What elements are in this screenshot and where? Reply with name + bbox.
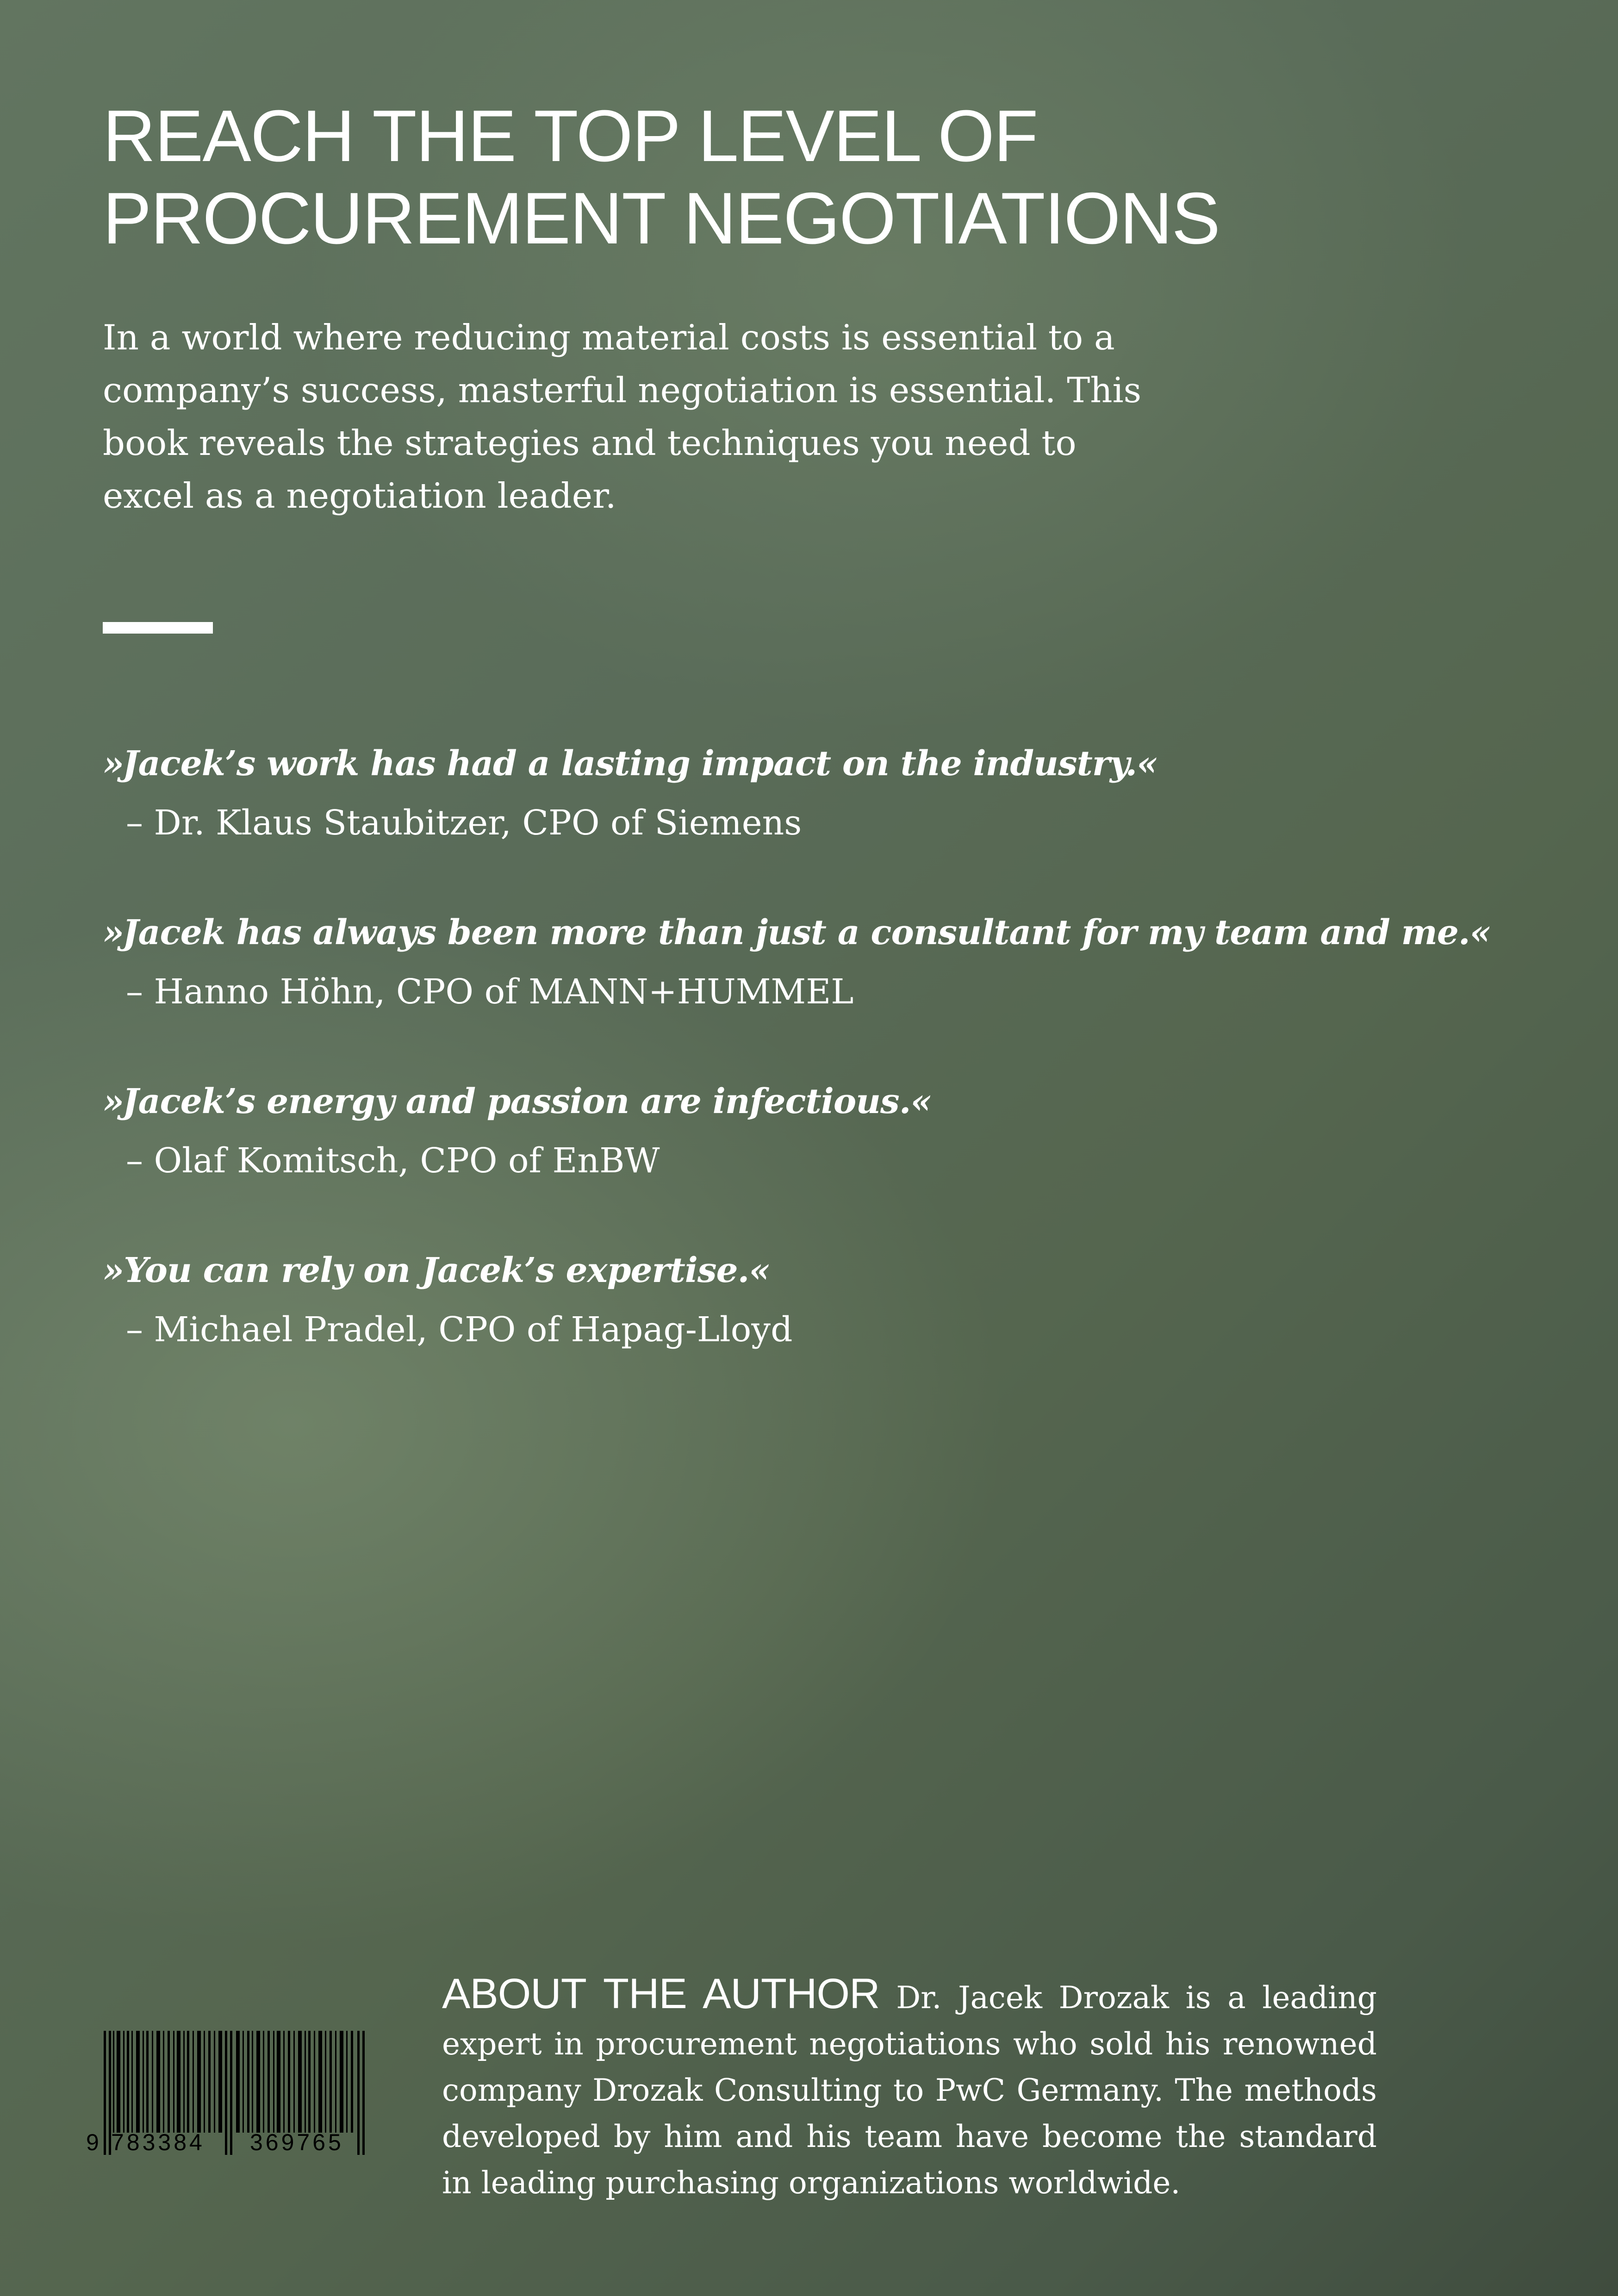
testimonial-quote: »Jacek’s work has had a lasting impact on the industry.«	[103, 744, 1158, 784]
barcode-bar	[346, 2031, 348, 2133]
intro-paragraph	[103, 311, 1204, 522]
intro-line-1: In a world where reducing material costs is essential to a	[103, 317, 1115, 358]
headline	[103, 95, 1514, 260]
barcode-bar	[183, 2031, 185, 2133]
testimonial-quote: »Jacek has always been more than just a consultant for my team and me.«	[103, 913, 1491, 952]
barcode-bar	[351, 2031, 353, 2133]
barcode-bar	[273, 2031, 274, 2133]
barcode-bar	[208, 2031, 211, 2133]
barcode-bar	[288, 2031, 290, 2133]
barcode-bar	[156, 2031, 160, 2133]
intro-line-4: excel as a negotiation leader.	[103, 475, 616, 516]
barcode-bar	[340, 2031, 343, 2133]
testimonial-attribution: – Hanno Höhn, CPO of MANN+HUMMEL	[126, 972, 854, 1012]
barcode-bar	[168, 2031, 170, 2133]
testimonial-quote: »You can rely on Jacek’s expertise.«	[103, 1251, 770, 1290]
about-author-label: ABOUT THE AUTHOR	[442, 1970, 880, 2017]
barcode-bar	[318, 2031, 322, 2133]
barcode-bar	[143, 2031, 144, 2133]
intro-line-2: company’s success, masterful negotiation is essential. This	[103, 370, 1142, 411]
barcode-bar	[293, 2031, 295, 2133]
barcode-bar	[330, 2031, 332, 2133]
barcode-bar	[247, 2031, 249, 2133]
barcode-bar	[277, 2031, 280, 2133]
barcode-bar	[104, 2031, 106, 2155]
barcode-bar	[305, 2031, 306, 2133]
testimonial-mann-hummel	[103, 909, 1537, 1015]
barcode-bar	[113, 2031, 114, 2133]
headline-line-1: REACH THE TOP LEVEL OF	[103, 95, 1038, 177]
testimonial-siemens	[103, 740, 1537, 846]
testimonial-enbw	[103, 1078, 1537, 1184]
barcode-bar	[204, 2031, 205, 2133]
testimonial-attribution: – Michael Pradel, CPO of Hapag-Lloyd	[126, 1310, 793, 1350]
barcode-bar	[263, 2031, 264, 2133]
barcode-bar	[243, 2031, 244, 2133]
barcode-bar	[308, 2031, 311, 2133]
barcode-bar	[230, 2031, 232, 2155]
barcode-bar	[146, 2031, 149, 2133]
barcode-graphic	[84, 2031, 384, 2155]
barcode-bar	[152, 2031, 153, 2133]
barcode-bar	[123, 2031, 124, 2133]
barcode-bar	[177, 2031, 180, 2133]
isbn-barcode	[84, 2031, 384, 2155]
barcode-bar	[298, 2031, 302, 2133]
barcode-bar	[136, 2031, 140, 2133]
barcode-digit-first: 9	[86, 2129, 99, 2155]
intro-line-3: book reveals the strategies and techniques you need to	[103, 423, 1077, 463]
barcode-bar	[362, 2031, 365, 2155]
barcode-bar	[218, 2031, 222, 2133]
barcode-bar	[214, 2031, 215, 2133]
barcode-digits-right: 369765	[250, 2129, 344, 2155]
barcode-bar	[187, 2031, 189, 2133]
barcode-bar	[357, 2031, 360, 2155]
barcode-bar	[131, 2031, 133, 2133]
headline-line-2: PROCUREMENT NEGOTIATIONS	[103, 178, 1220, 259]
barcode-bar	[256, 2031, 260, 2133]
barcode-bar	[127, 2031, 129, 2133]
barcode-bar	[283, 2031, 285, 2133]
barcode-bar	[325, 2031, 326, 2133]
divider-rule	[103, 622, 213, 634]
barcode-bar	[173, 2031, 174, 2133]
barcode-bar	[314, 2031, 315, 2133]
testimonial-quote: »Jacek’s energy and passion are infectious.«	[103, 1082, 932, 1121]
about-author	[442, 1971, 1377, 2206]
barcode-bar	[268, 2031, 270, 2133]
barcode-bar	[252, 2031, 253, 2133]
barcode-bar	[163, 2031, 164, 2133]
barcode-bar	[117, 2031, 120, 2133]
barcode-digits-left: 783384	[111, 2129, 205, 2155]
barcode-bar	[225, 2031, 227, 2155]
barcode-bar	[335, 2031, 336, 2133]
barcode-bar	[193, 2031, 194, 2133]
barcode-bar	[236, 2031, 240, 2133]
testimonial-attribution: – Olaf Komitsch, CPO of EnBW	[126, 1141, 660, 1181]
about-author-text: Dr. Jacek Drozak is a leading expert in procurement negotiations who sold his renowned company Drozak Consulting to PwC Germany. The methods developed by him and his team have become the standard in leading purchasing organizations worldwide.	[442, 1980, 1377, 2201]
testimonial-hapag-lloyd	[103, 1247, 1537, 1353]
barcode-bar	[197, 2031, 201, 2133]
testimonial-attribution: – Dr. Klaus Staubitzer, CPO of Siemens	[126, 803, 802, 843]
